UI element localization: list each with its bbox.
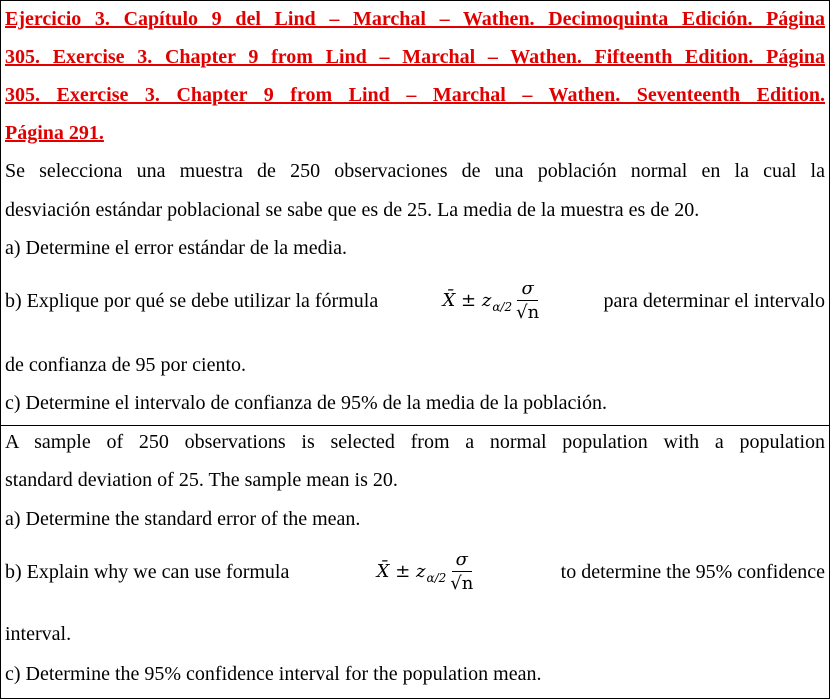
english-intro-line-1: A sample of 250 observations is selected from a normal population with a population — [5, 431, 825, 453]
spanish-question-b-continued: de confianza de 95 por ciento. — [5, 354, 247, 376]
formula-numerator: σ — [517, 278, 537, 301]
spanish-intro-line-1: Se selecciona una muestra de 250 observaciones de una población normal en la cual la — [5, 160, 825, 182]
spanish-question-b — [5, 273, 825, 329]
english-question-b-tail: to determine the 95% confidence — [560, 561, 825, 583]
confidence-interval-formula — [442, 278, 539, 325]
formula-numerator-en: σ — [452, 549, 472, 572]
english-question-c: c) Determine the 95% confidence interval for the population mean. — [5, 663, 542, 685]
english-question-b — [5, 544, 825, 600]
formula-fraction-en — [450, 549, 473, 596]
spanish-section — [1, 1, 829, 425]
spanish-question-a: a) Determine el error estándar de la media. — [5, 237, 348, 259]
formula-subscript-en: α/2 — [426, 571, 447, 585]
formula-xbar-en: X̄ ± z — [376, 561, 426, 582]
formula-denominator-en: √n — [450, 572, 474, 594]
spanish-intro-line-2: desviación estándar poblacional se sabe que es de 25. La media de la muestra es de 20. — [5, 199, 700, 221]
spanish-question-b-text: b) Explique por qué se debe utilizar la fórmula — [5, 290, 379, 312]
confidence-interval-formula-en — [377, 549, 474, 596]
header-line-1: Ejercicio 3. Capítulo 9 del Lind – Marchal – Wathen. Decimoquinta Edición. Página — [5, 8, 825, 30]
spanish-question-b-tail: para determinar el intervalo — [603, 290, 825, 312]
header-line-3: 305. Exercise 3. Chapter 9 from Lind – Marchal – Wathen. Seventeenth Edition. — [5, 84, 825, 106]
formula-fraction — [516, 278, 539, 325]
english-question-a: a) Determine the standard error of the mean. — [5, 508, 361, 530]
formula-xbar: X̄ ± z — [442, 290, 492, 311]
english-section — [1, 425, 829, 699]
header-line-4: Página 291. — [5, 122, 104, 144]
formula-denominator: √n — [516, 301, 540, 323]
english-intro-line-2: standard deviation of 25. The sample mean is 20. — [5, 469, 398, 491]
english-question-b-continued: interval. — [5, 623, 72, 645]
english-question-b-text: b) Explain why we can use formula — [5, 561, 290, 583]
header-line-2: 305. Exercise 3. Chapter 9 from Lind – Marchal – Wathen. Fifteenth Edition. Página — [5, 46, 825, 68]
formula-subscript: α/2 — [492, 300, 513, 314]
spanish-question-c: c) Determine el intervalo de confianza de 95% de la media de la población. — [5, 392, 607, 414]
